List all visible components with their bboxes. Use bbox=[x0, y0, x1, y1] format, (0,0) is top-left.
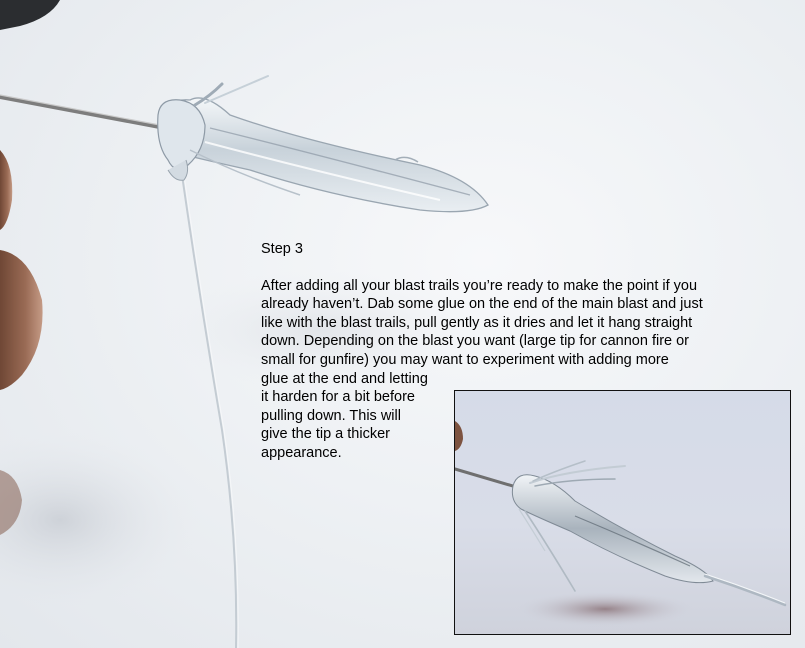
glue-blast bbox=[160, 98, 488, 212]
corner-shadow bbox=[0, 0, 60, 30]
inset-glue-blast bbox=[512, 475, 713, 583]
caption-line: pulling down. This will bbox=[261, 407, 401, 424]
caption-line: appearance. bbox=[261, 444, 342, 461]
needle bbox=[0, 97, 165, 128]
inset-glue-tip bbox=[705, 576, 785, 605]
inset-scene bbox=[455, 391, 791, 635]
caption-line: After adding all your blast trails you’re ready to make the point if you bbox=[261, 277, 698, 294]
inset-photo bbox=[454, 390, 791, 635]
caption-line: already haven’t. Dab some glue on the end of the main blast and just bbox=[261, 296, 703, 313]
fingertip-middle bbox=[0, 250, 43, 390]
inset-finger bbox=[455, 421, 463, 451]
caption-line: like with the blast trails, pull gently as it dries and let it hang straight bbox=[261, 314, 693, 331]
hand-shadow bbox=[0, 430, 200, 610]
caption-line: down. Depending on the blast you want (large tip for cannon fire or bbox=[261, 333, 690, 350]
glue-string bbox=[182, 175, 236, 648]
step-title: Step 3 bbox=[261, 241, 303, 257]
caption-line: small for gunfire) you may want to experiment with adding more bbox=[261, 351, 669, 368]
fingertip-top bbox=[0, 150, 12, 230]
needle-highlight bbox=[0, 95, 165, 126]
inset-shadow bbox=[515, 591, 695, 627]
caption-line: it harden for a bit before bbox=[261, 389, 415, 406]
caption-line: glue at the end and letting bbox=[261, 370, 428, 387]
caption-line: give the tip a thicker bbox=[261, 426, 390, 443]
